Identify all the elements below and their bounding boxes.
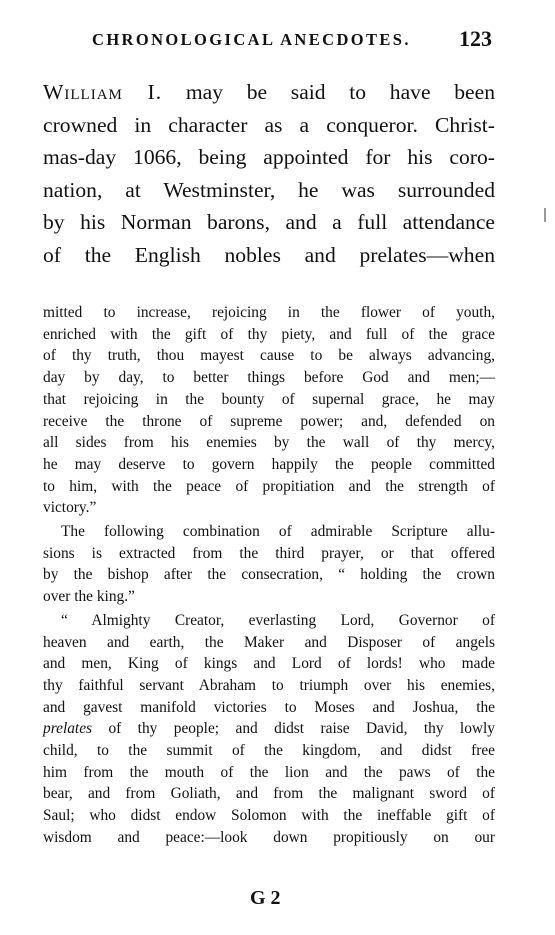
note-line: and gavest manifold victories to Moses and Joshua, the xyxy=(43,698,495,716)
note-line: over the king.” xyxy=(43,588,135,606)
note-line: child, to the summit of the kingdom, and didst free xyxy=(43,742,495,760)
note-line: “ Almighty Creator, everlasting Lord, Governor of xyxy=(61,611,495,629)
note-line: receive the throne of supreme power; and, defended on xyxy=(43,412,495,430)
note-line: The following combination of admirable Scripture allu- xyxy=(61,523,495,541)
note-line: bear, and from Goliath, and from the malignant sword of xyxy=(43,785,495,803)
note-line: mitted to increase, rejoicing in the flower of youth, xyxy=(43,304,495,321)
note-line: day by day, to better things before God and men;— xyxy=(43,369,495,387)
main-line: crowned in character as a conqueror. Christ- xyxy=(43,112,495,137)
note-line: by the bishop after the consecration, “ holding the crown xyxy=(43,566,495,584)
note-line: thy faithful servant Abraham to triumph over his enemies, xyxy=(43,676,495,694)
main-line: mas-day 1066, being appointed for his coro- xyxy=(43,145,495,169)
running-title: CHRONOLOGICAL ANECDOTES. xyxy=(92,30,411,49)
main-line: nation, at Westminster, he was surrounded xyxy=(43,177,495,202)
note-line: of thy truth, thou mayest cause to be always advancing, xyxy=(43,347,495,365)
running-header xyxy=(92,26,492,51)
note-line: wisdom and peace:—look down propitiously on our xyxy=(43,828,495,846)
note-line: heaven and earth, the Maker and Disposer of angels xyxy=(43,633,495,651)
page-number: 123 xyxy=(459,26,492,51)
lead-word: William I. xyxy=(43,80,163,104)
ink-speck xyxy=(544,208,546,222)
note-line: him from the mouth of the lion and the paws of the xyxy=(43,763,495,781)
note-line: and men, King of kings and Lord of lords! who made xyxy=(43,655,495,673)
note-line: victory.” xyxy=(43,499,97,517)
note-line xyxy=(43,718,495,740)
note-line: that rejoicing in the bounty of supernal grace, he may xyxy=(43,390,495,408)
main-line-text: may be said to have been xyxy=(162,80,495,104)
note-line: he may deserve to govern happily the people committed xyxy=(43,455,495,473)
footnote-block xyxy=(43,302,495,849)
main-line xyxy=(43,76,495,109)
main-line: of the English nobles and prelates—when xyxy=(43,242,495,267)
note-line-text: of thy people; and didst raise David, thy lowly xyxy=(92,720,495,738)
note-line: to him, with the peace of propitiation and the strength of xyxy=(43,477,495,495)
note-line: enriched with the gift of thy piety, and full of the grace xyxy=(43,325,495,343)
note-line: sions is extracted from the third prayer, or that offered xyxy=(43,544,495,562)
main-line: by his Norman barons, and a full attendance xyxy=(43,210,495,234)
signature-mark: G 2 xyxy=(250,887,281,909)
note-line: Saul; who didst endow Solomon with the ineffable gift of xyxy=(43,807,495,825)
italic-word: prelates xyxy=(43,720,93,738)
note-line: all sides from his enemies by the wall of thy mercy, xyxy=(43,434,495,452)
main-paragraph xyxy=(43,76,495,271)
